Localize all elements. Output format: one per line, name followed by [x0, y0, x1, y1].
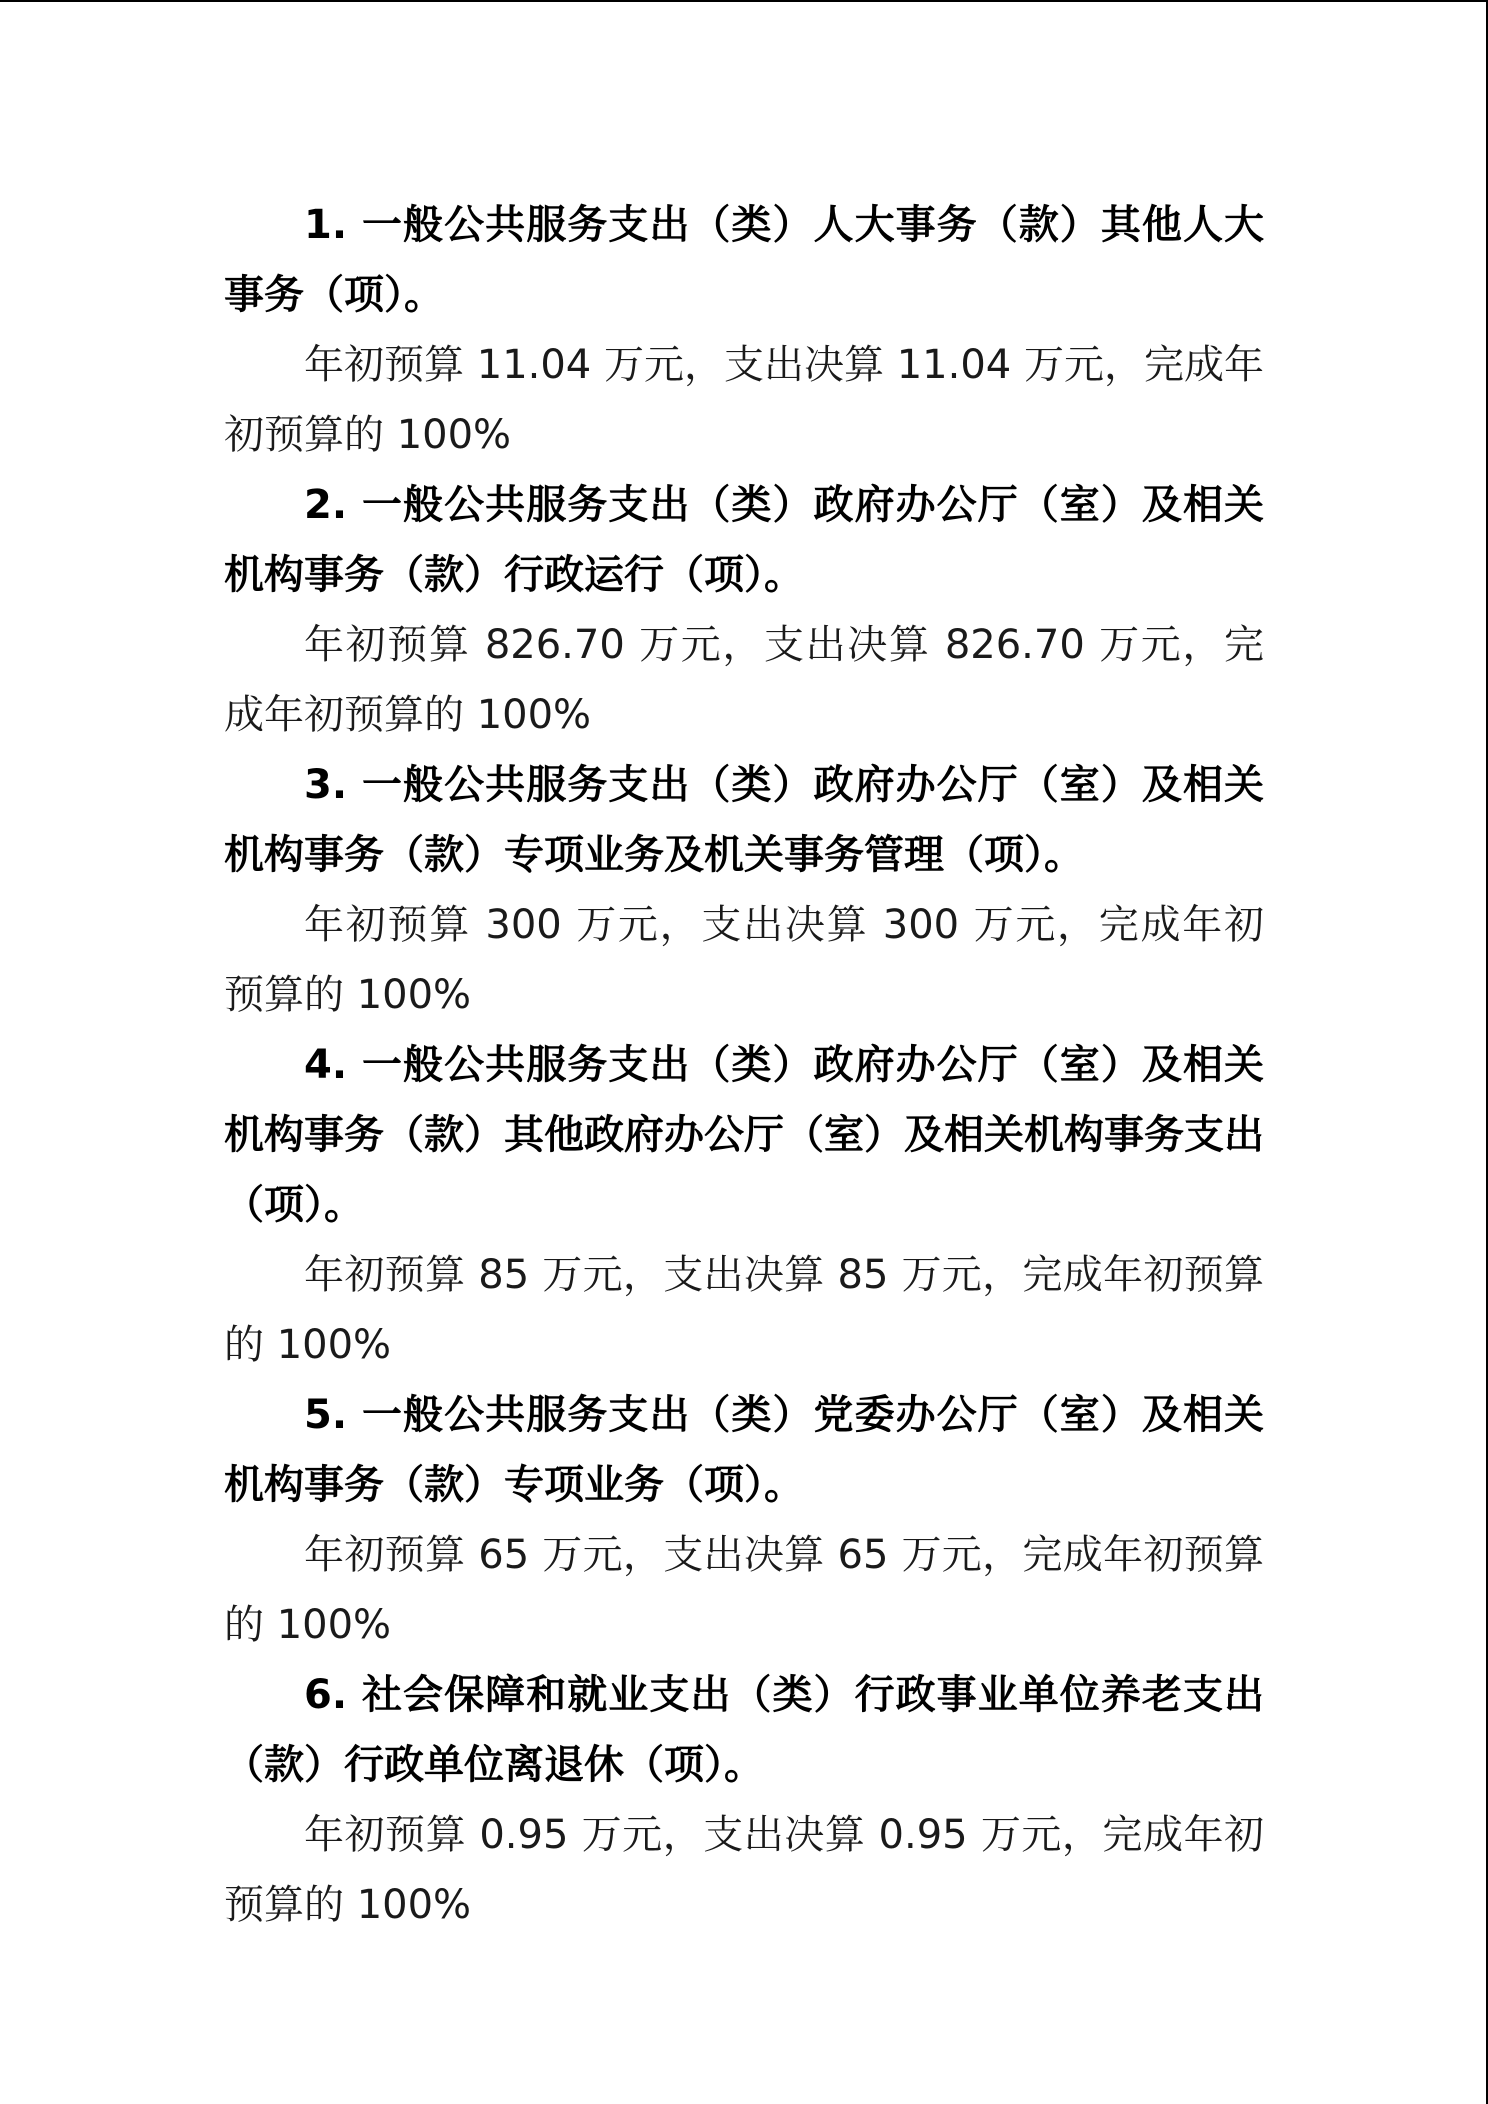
item-1-heading: 1. 一般公共服务支出（类）人大事务（款）其他人大事务（项）。 [224, 202, 1264, 318]
item-4-heading: 4. 一般公共服务支出（类）政府办公厅（室）及相关机构事务（款）其他政府办公厅（室）及相关机构事务支出（项）。 [224, 1042, 1264, 1228]
item-1-detail: 年初预算 11.04 万元，支出决算 11.04 万元，完成年初预算的 100% [224, 342, 1264, 458]
item-4-detail: 年初预算 85 万元，支出决算 85 万元，完成年初预算的 100% [224, 1252, 1264, 1368]
item-6-heading: 6. 社会保障和就业支出（类）行政事业单位养老支出（款）行政单位离退休（项）。 [224, 1672, 1264, 1788]
item-5-detail: 年初预算 65 万元，支出决算 65 万元，完成年初预算的 100% [224, 1532, 1264, 1648]
item-6-detail: 年初预算 0.95 万元，支出决算 0.95 万元，完成年初预算的 100% [224, 1812, 1264, 1928]
item-3-detail: 年初预算 300 万元，支出决算 300 万元，完成年初预算的 100% [224, 902, 1264, 1018]
item-3-heading: 3. 一般公共服务支出（类）政府办公厅（室）及相关机构事务（款）专项业务及机关事务管理（项）。 [224, 762, 1264, 878]
item-2-detail: 年初预算 826.70 万元，支出决算 826.70 万元，完成年初预算的 100% [224, 622, 1264, 738]
document-body [224, 190, 1264, 1940]
item-5-heading: 5. 一般公共服务支出（类）党委办公厅（室）及相关机构事务（款）专项业务（项）。 [224, 1392, 1264, 1508]
item-2-heading: 2. 一般公共服务支出（类）政府办公厅（室）及相关机构事务（款）行政运行（项）。 [224, 482, 1264, 598]
